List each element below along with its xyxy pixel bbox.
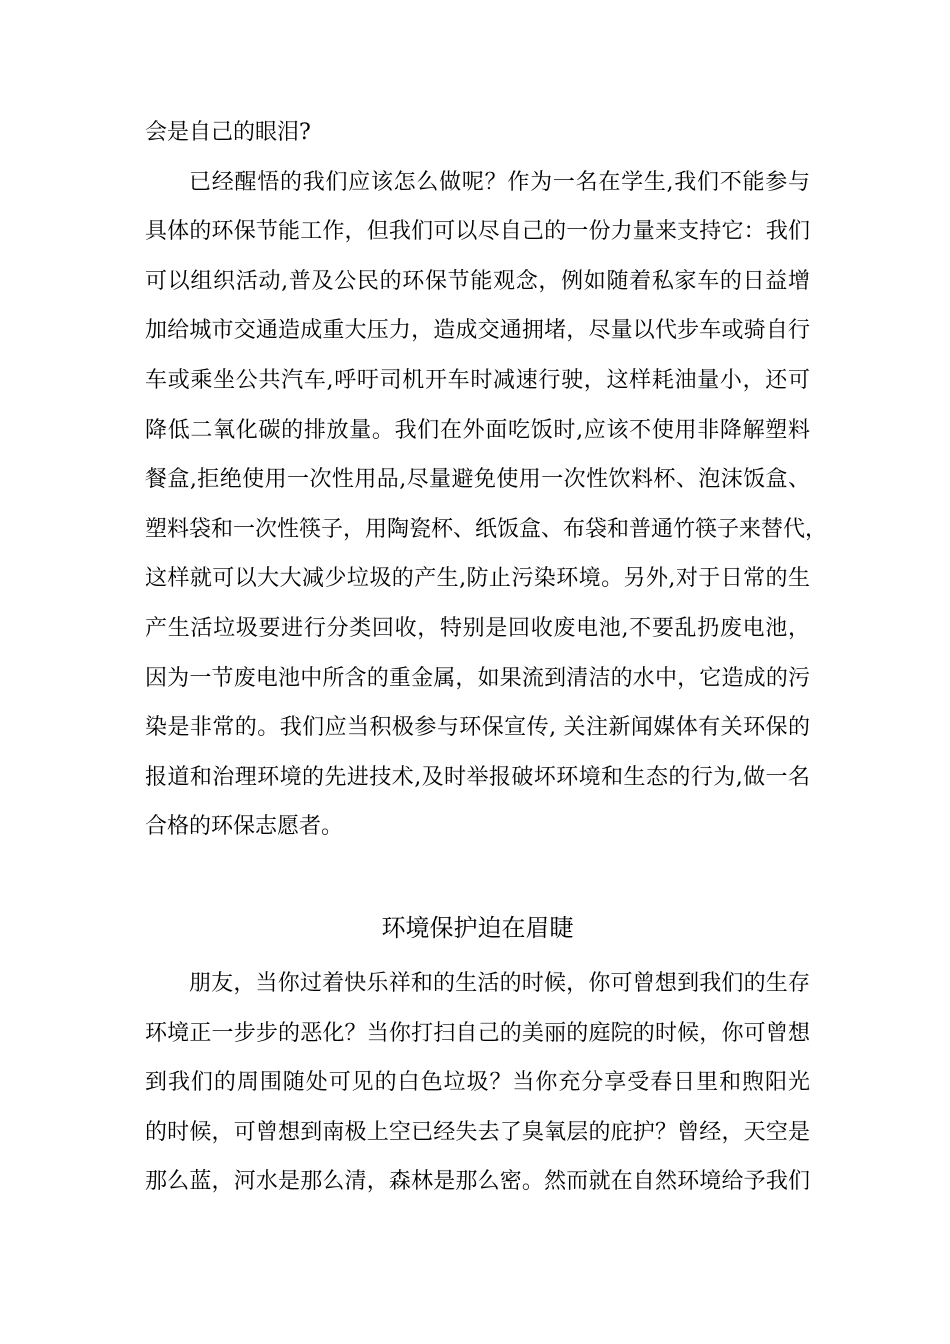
paragraph-line: 具体的环保节能工作，但我们可以尽自己的一份力量来支持它：我们	[145, 219, 810, 245]
paragraph-line: 这样就可以大大减少垃圾的产生,防止污染环境。另外,对于日常的生	[145, 566, 810, 592]
paragraph-line: 报道和治理环境的先进技术,及时举报破坏环境和生态的行为,做一名	[145, 764, 810, 790]
paragraph-line: 可以组织活动,普及公民的环保节能观念，例如随着私家车的日益增	[145, 268, 810, 294]
section-title: 环境保护迫在眉睫	[381, 914, 574, 942]
paragraph-line: 到我们的周围随处可见的白色垃圾？当你充分享受春日里和煦阳光	[145, 1070, 810, 1096]
paragraph-line: 的时候，可曾想到南极上空已经失去了臭氧层的庇护？曾经，天空是	[145, 1119, 810, 1145]
paragraph-line: 降低二氧化碳的排放量。我们在外面吃饭时,应该不使用非降解塑料	[145, 417, 810, 443]
continuation-line: 会是自己的眼泪?	[145, 120, 311, 145]
paragraph-line: 那么蓝，河水是那么清，森林是那么密。然而就在自然环境给予我们	[145, 1169, 810, 1195]
body-text-top	[145, 108, 828, 852]
paragraph-line: 染是非常的。我们应当积极参与环保宣传, 关注新闻媒体有关环保的	[145, 715, 810, 741]
paragraph-line: 加给城市交通造成重大压力，造成交通拥堵，尽量以代步车或骑自行	[145, 318, 810, 344]
paragraph-line: 塑料袋和一次性筷子，用陶瓷杯、纸饭盒、布袋和普通竹筷子来替代，	[145, 516, 828, 542]
paragraph-line: 环境正一步步的恶化？当你打扫自己的美丽的庭院的时候，你可曾想	[145, 1020, 810, 1046]
paragraph-line: 产生活垃圾要进行分类回收，特别是回收废电池,不要乱扔废电池，	[145, 615, 810, 641]
body-text-bottom	[145, 959, 810, 1207]
paragraph-line: 因为一节废电池中所含的重金属，如果流到清洁的水中，它造成的污	[145, 665, 810, 691]
paragraph-line: 餐盒,拒绝使用一次性用品,尽量避免使用一次性饮料杯、泡沫饭盒、	[145, 467, 810, 493]
paragraph-line: 朋友，当你过着快乐祥和的生活的时候，你可曾想到我们的生存	[189, 971, 810, 996]
paragraph-line: 车或乘坐公共汽车,呼吁司机开车时减速行驶，这样耗油量小，还可	[145, 367, 810, 393]
paragraph-line: 合格的环保志愿者。	[145, 814, 344, 840]
paragraph-line: 已经醒悟的我们应该怎么做呢？作为一名在学生,我们不能参与	[189, 169, 810, 195]
